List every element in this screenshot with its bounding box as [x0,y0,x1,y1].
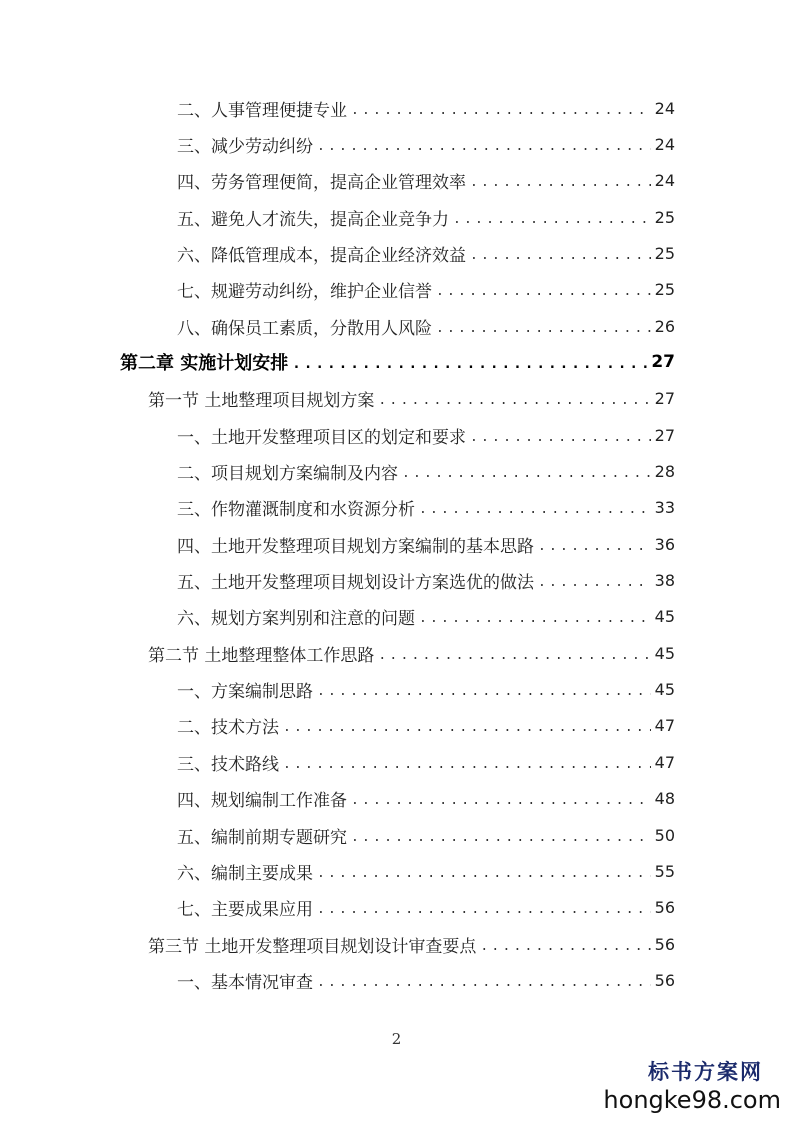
toc-leader-dots [317,684,651,699]
toc-item-page: 45 [654,607,675,627]
toc-item-title: 四、规划编制工作准备 [177,791,347,812]
toc-item-title: 八、确保员工素质，分散用人风险 [177,318,432,339]
toc-item-title: 七、规避劳动纠纷，维护企业信誉 [177,282,432,303]
toc-leader-dots [351,830,651,845]
toc-leader-dots [283,757,651,772]
toc-item-title: 五、土地开发整理项目规划设计方案选优的做法 [177,573,534,594]
toc-item-page: 50 [654,825,675,845]
toc-leader-dots [378,393,650,408]
toc-item-page: 27 [654,389,675,409]
toc-leader-dots [317,139,651,154]
toc-item-title: 三、技术路线 [177,754,279,775]
toc-item[interactable] [177,563,675,599]
toc-item-title: 五、避免人才流失，提高企业竞争力 [177,209,449,230]
toc-item[interactable] [177,308,675,344]
toc-item[interactable] [177,90,675,126]
toc-item[interactable] [177,454,675,490]
toc-item-page: 25 [654,243,675,263]
watermark-site-name: 标书方案网 [648,1059,763,1084]
toc-item[interactable] [177,708,675,744]
toc-item[interactable] [177,744,675,780]
toc-item-page: 25 [654,280,675,300]
toc-item-page: 25 [654,207,675,227]
toc-leader-dots [470,248,651,263]
toc-item[interactable] [177,781,675,817]
toc-item[interactable] [177,853,675,889]
toc-leader-dots [378,648,650,663]
toc-item-page: 33 [654,498,675,518]
toc-leader-dots [480,939,650,954]
toc-item-page: 55 [654,861,675,881]
toc-item[interactable] [177,890,675,926]
toc-item[interactable] [177,526,675,562]
toc-item-title: 二、项目规划方案编制及内容 [177,464,398,484]
toc-item-title: 六、降低管理成本，提高企业经济效益 [177,245,466,266]
toc-item-page: 38 [654,571,675,591]
toc-item[interactable] [177,490,675,526]
toc-leader-dots [436,321,651,336]
toc-leader-dots [538,539,651,554]
toc-leader-dots [317,975,651,990]
toc-leader-dots [419,502,651,517]
toc-item[interactable] [177,235,675,271]
toc-item-title: 三、减少劳动纠纷 [177,136,313,157]
toc-item-page: 47 [654,752,675,772]
toc-item-page: 24 [654,171,675,191]
toc-item-page: 27 [654,425,675,445]
page-number: 2 [391,1030,402,1048]
toc-item-title: 七、主要成果应用 [177,900,313,921]
toc-leader-dots [419,611,651,626]
toc-item-page: 24 [654,134,675,154]
toc-item[interactable] [177,672,675,708]
toc-leader-dots [351,103,651,118]
toc-leader-dots [470,175,651,190]
toc-item-page: 48 [654,789,675,809]
toc-item-title: 一、土地开发整理项目区的划定和要求 [177,427,466,448]
toc-leader-dots [470,430,651,445]
toc-item-title: 四、土地开发整理项目规划方案编制的基本思路 [177,536,534,557]
toc-item-page: 24 [654,98,675,118]
toc-item-title: 五、编制前期专题研究 [177,827,347,848]
toc-item-title: 一、方案编制思路 [177,682,313,703]
toc-section-entry[interactable] [148,635,675,671]
toc-item-title: 第二节 土地整理整体工作思路 [148,645,375,666]
toc-leader-dots [453,212,651,227]
toc-item-title: 三、作物灌溉制度和水资源分析 [177,500,415,521]
toc-item-title: 第一节 土地整理项目规划方案 [148,391,375,412]
toc-item-title: 一、基本情况审查 [177,972,313,993]
toc-item-title: 二、人事管理便捷专业 [177,100,347,121]
toc-item-page: 26 [654,316,675,336]
toc-leader-dots [283,720,651,735]
toc-item[interactable] [177,817,675,853]
toc-item-page: 45 [654,643,675,663]
toc-item[interactable] [177,163,675,199]
toc-item-page: 28 [654,462,675,481]
toc-item-page: 56 [654,934,675,954]
toc-leader-dots [317,866,651,881]
toc-leader-dots [436,284,651,299]
toc-leader-dots [538,575,651,590]
toc-leader-dots [317,902,651,917]
toc-item[interactable] [177,962,675,998]
toc-item-title: 第二章 实施计划安排 [120,353,289,375]
toc-item-page: 56 [654,970,675,990]
toc-item-page: 47 [654,716,675,736]
toc-leader-dots [292,356,647,372]
toc-section-entry[interactable] [148,381,675,417]
toc-item[interactable] [177,272,675,308]
toc-section-entry[interactable] [148,926,675,962]
toc-item-title: 第三节 土地开发整理项目规划设计审查要点 [148,936,477,957]
toc-item[interactable] [177,599,675,635]
watermark-logo [603,1056,781,1114]
toc-item[interactable] [177,417,675,453]
toc-item-page: 27 [651,352,675,373]
toc-item[interactable] [177,199,675,235]
watermark-domain: hongke98.com [603,1086,781,1114]
toc-item-page: 45 [654,680,675,700]
toc-leader-dots [351,793,651,808]
toc-item-page: 56 [654,898,675,918]
toc-item[interactable] [177,126,675,162]
toc-item-title: 二、技术方法 [177,718,279,739]
toc-item-title: 六、编制主要成果 [177,863,313,884]
toc-leader-dots [402,466,651,481]
toc-item-title: 四、劳务管理便简，提高企业管理效率 [177,173,466,194]
toc-chapter-entry[interactable] [120,344,675,380]
toc-item-page: 36 [654,534,675,554]
toc-item-title: 六、规划方案判别和注意的问题 [177,609,415,630]
